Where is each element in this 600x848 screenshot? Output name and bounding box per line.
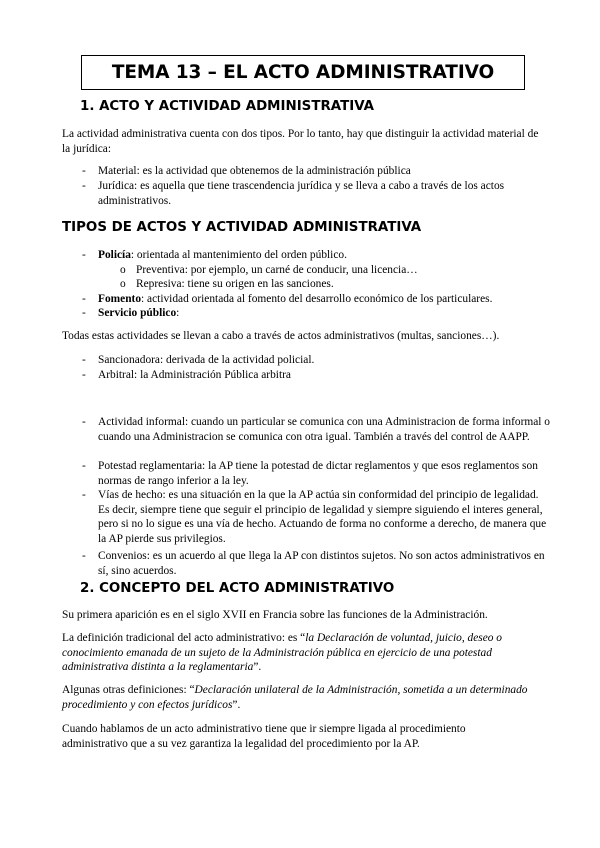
list-item-policia: - Policía: orientada al mantenimiento del orden público. (82, 249, 347, 261)
list-item: - Jurídica: es aquella que tiene trascendencia jurídica y se lleva a cabo a través de los actos administrativos. (82, 180, 505, 207)
list-item: - Actividad informal: cuando un particular se comunica con una Administracion de forma informal o cuando una Administracion se comunica con otra igual. También a través del control de AAPP. (82, 416, 551, 443)
list-item: - Arbitral: la Administración Pública arbitra (82, 369, 291, 381)
section-2-paragraph-2: La definición tradicional del acto administrativo: es “la Declaración de voluntad, juicio, deseo o conocimiento emanada de un sujeto de la Administración pública en ejercicio de una potestad administrativa distinta a la reglamentaria”. (62, 632, 502, 674)
list-item-servicio: - Servicio público: (82, 307, 180, 319)
term-fomento: Fomento (98, 293, 142, 305)
section-1-intro: La actividad administrativa cuenta con dos tipos. Por lo tanto, hay que distinguir la actividad material de la jurídica: (62, 128, 539, 155)
sub-list-item: o Represiva: tiene su origen en las sanciones. (120, 278, 334, 290)
section-2-paragraph-1: Su primera aparición es en el siglo XVII en Francia sobre las funciones de la Administración. (62, 609, 488, 621)
list-item: - Convenios: es un acuerdo al que llega la AP con distintos sujetos. No son actos administrativos en sí, sino acuerdos. (82, 550, 545, 577)
list-item: - Material: es la actividad que obtenemos de la administración pública (82, 165, 411, 177)
section-2-paragraph-4: Cuando hablamos de un acto administrativo tiene que ir siempre ligada al procedimiento administrativo que a su vez garantiza la legalidad del procedimiento por la AP. (62, 723, 466, 750)
term-policia: Policía (98, 249, 131, 261)
definition-quote: la Declaración de voluntad, juicio, deseo o conocimiento emanada de un sujeto de la Administración pública en ejercicio de una potestad administrativa distinta a la reglamentaria (62, 632, 502, 674)
types-heading: TIPOS DE ACTOS Y ACTIVIDAD ADMINISTRATIVA (62, 220, 422, 235)
sub-list-item: o Preventiva: por ejemplo, un carné de conducir, una licencia… (120, 264, 418, 276)
term-servicio-publico: Servicio público (98, 307, 177, 319)
types-summary: Todas estas actividades se llevan a cabo a través de actos administrativos (multas, sanciones…). (62, 330, 500, 342)
list-item: - Sancionadora: derivada de la actividad policial. (82, 354, 315, 366)
section-1-heading: 1. ACTO Y ACTIVIDAD ADMINISTRATIVA (80, 99, 375, 114)
list-item-fomento: - Fomento: actividad orientada al fomento del desarrollo económico de los particulares. (82, 293, 493, 305)
definition-quote: Declaración unilateral de la Administración, sometida a un determinado procedimiento y con efectos jurídicos (62, 684, 528, 711)
page-title: TEMA 13 – EL ACTO ADMINISTRATIVO (81, 55, 525, 90)
section-2-heading: 2. CONCEPTO DEL ACTO ADMINISTRATIVO (80, 581, 395, 596)
list-item: - Potestad reglamentaria: la AP tiene la potestad de dictar reglamentos y que esos reglamentos son normas de rango inferior a la ley. (82, 460, 538, 487)
list-item: - Vías de hecho: es una situación en la que la AP actúa sin conformidad del principio de legalidad. Es decir, siempre tiene que seguir el principio de legalidad y siempre siguiendo el interes general, pero si no lo sigue es una vía de hecho. Actuando de forma no conforme a derecho, de manera que la AP pierde sus privilegios. (82, 489, 547, 545)
section-2-paragraph-3: Algunas otras definiciones: “Declaración unilateral de la Administración, sometida a un determinado procedimiento y con efectos jurídicos”. (62, 684, 528, 711)
